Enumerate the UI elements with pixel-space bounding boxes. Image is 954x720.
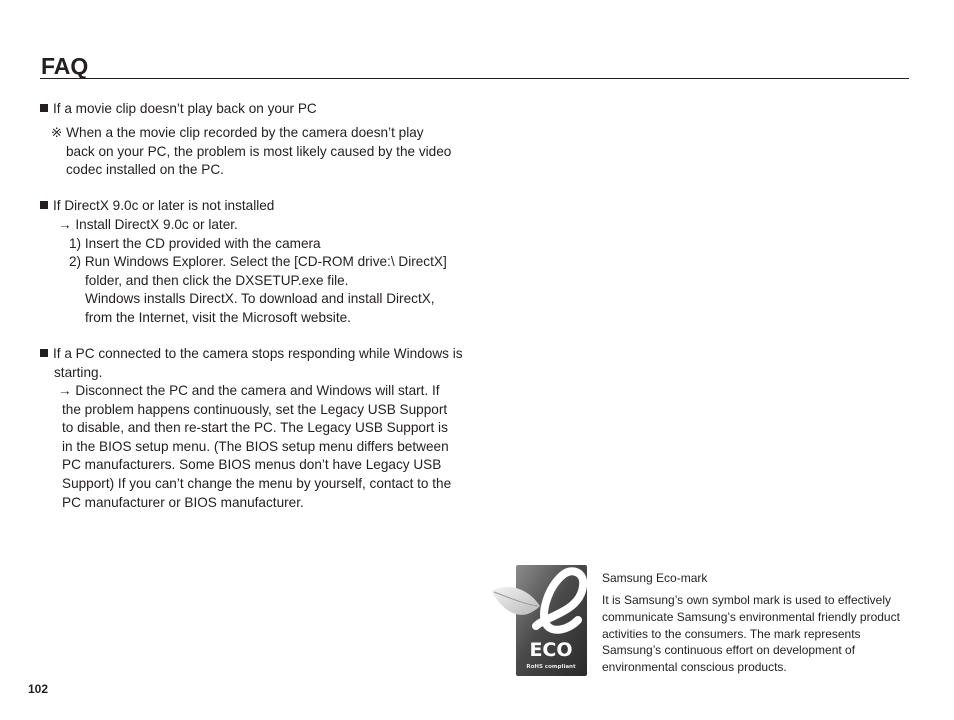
square-bullet-icon — [40, 201, 48, 209]
eco-mark-line-3: activities to the consumers. The mark represents — [602, 627, 861, 641]
square-bullet-icon — [40, 104, 48, 112]
title-underline — [40, 78, 909, 79]
faq-heading-pc-not-responding: If a PC connected to the camera stops responding while Windows is — [40, 345, 463, 364]
eco-mark-line-4: Samsung’s continuous effort on development of — [602, 643, 856, 657]
note-line-3: codec installed on the PC. — [66, 162, 224, 177]
right-arrow-icon: → — [58, 383, 72, 398]
note-line-1: ※ When a the movie clip recorded by the camera doesn’t play — [51, 125, 424, 140]
pc-solution-line-4: in the BIOS setup menu. (The BIOS setup menu differs between — [62, 439, 449, 454]
pc-solution-line-3: to disable, and then re-start the PC. The Legacy USB Support is — [62, 420, 448, 435]
directx-solution: → Install DirectX 9.0c or later. — [58, 217, 238, 232]
pc-solution-line-7: PC manufacturer or BIOS manufacturer. — [62, 495, 304, 510]
square-bullet-icon — [40, 349, 48, 357]
pc-solution-line-1: → Disconnect the PC and the camera and Windows will start. If — [58, 383, 440, 398]
directx-step-2-line-4: from the Internet, visit the Microsoft website. — [85, 310, 351, 325]
eco-mark-title: Samsung Eco-mark — [602, 571, 708, 585]
eco-logo-text: ECO — [529, 639, 573, 661]
eco-logo-subtext: RoHS compliant — [526, 664, 576, 670]
samsung-eco-mark-logo — [488, 564, 588, 678]
eco-mark-line-5: environmental conscious products. — [602, 660, 787, 674]
faq-heading-pc-not-responding-line-2: starting. — [54, 365, 103, 380]
directx-step-2-line-2: folder, and then click the DXSETUP.exe file. — [85, 273, 349, 288]
pc-solution-line-2: the problem happens continuously, set the Legacy USB Support — [62, 402, 448, 417]
eco-mark-line-2: communicate Samsung’s environmental friendly product — [602, 610, 900, 624]
page-number: 102 — [28, 682, 49, 696]
reference-mark-icon: ※ — [51, 125, 63, 140]
faq-heading-directx: If DirectX 9.0c or later is not installed — [40, 197, 274, 216]
directx-step-2-line-1: 2) Run Windows Explorer. Select the [CD-ROM drive:\ DirectX] — [69, 254, 447, 269]
note-line-2: back on your PC, the problem is most likely caused by the video — [66, 144, 452, 159]
faq-heading-movie-playback: If a movie clip doesn’t play back on your PC — [40, 100, 317, 119]
right-arrow-icon: → — [58, 217, 72, 232]
directx-step-1: 1) Insert the CD provided with the camera — [69, 236, 321, 251]
pc-solution-line-6: Support) If you can’t change the menu by yourself, contact to the — [62, 476, 452, 491]
pc-solution-line-5: PC manufacturers. Some BIOS menus don’t have Legacy USB — [62, 457, 442, 472]
directx-step-2-line-3: Windows installs DirectX. To download and install DirectX, — [85, 291, 435, 306]
eco-mark-line-1: It is Samsung’s own symbol mark is used to effectively — [602, 593, 892, 607]
page-title: FAQ — [41, 53, 89, 79]
